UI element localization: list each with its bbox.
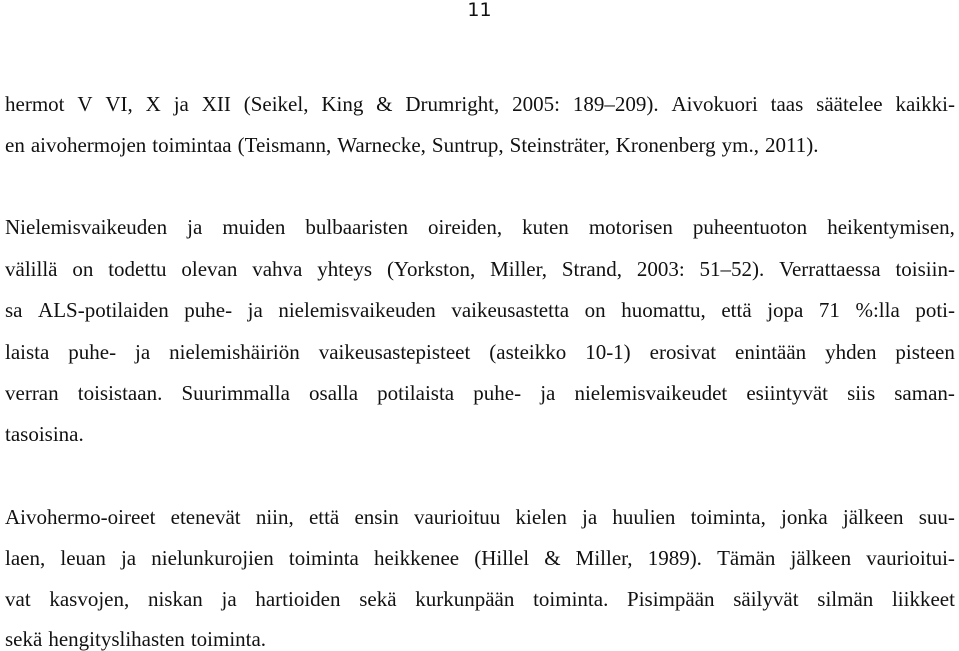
word: laista: [5, 340, 50, 364]
word: aivohermojen: [30, 133, 147, 157]
word: vahva: [252, 257, 303, 281]
text-line: [5, 133, 955, 157]
word: ja: [135, 340, 151, 364]
word: Miller,: [490, 257, 548, 281]
word: toiminta.: [190, 627, 267, 651]
word: yhteys: [317, 257, 373, 281]
word: 10-1): [585, 340, 631, 364]
word: sekä: [359, 587, 397, 611]
word: välillä: [5, 257, 58, 281]
word: V: [77, 92, 93, 116]
word: nielunkurojien: [151, 546, 274, 570]
word: siis: [847, 381, 876, 405]
word: osalla: [309, 381, 359, 405]
word: vaikeusastepisteet: [318, 340, 471, 364]
word: saman-: [894, 381, 955, 405]
word: nielemishäiriön: [169, 340, 300, 364]
word: kurkunpään: [415, 587, 515, 611]
word: Drumright,: [405, 92, 500, 116]
text-line: [5, 257, 955, 281]
word: on: [584, 298, 606, 322]
word: enintään: [735, 340, 807, 364]
word: jälkeen: [790, 546, 852, 570]
word: (Seikel,: [243, 92, 309, 116]
word: Aivokuori: [671, 92, 758, 116]
word: Suurimmalla: [181, 381, 290, 405]
word: (Teismann,: [237, 133, 332, 157]
word: silmän: [817, 587, 874, 611]
word: Warnecke,: [337, 133, 426, 157]
word: yhden: [825, 340, 877, 364]
word: laen,: [5, 546, 46, 570]
word: 2003:: [636, 257, 685, 281]
word: nielemisvaikeuden: [278, 298, 436, 322]
word: motorisen: [588, 215, 673, 239]
word: ja: [247, 298, 263, 322]
word: nielemisvaikeudet: [574, 381, 728, 405]
page-number: 11: [467, 0, 492, 21]
word: olevan: [181, 257, 238, 281]
word: toiminta: [288, 546, 359, 570]
word: (Yorkston,: [386, 257, 476, 281]
word: hartioiden: [255, 587, 341, 611]
word: Tämän: [717, 546, 776, 570]
word: (Hillel: [474, 546, 530, 570]
word: vaurioituu: [413, 505, 501, 529]
word: 2011).: [764, 133, 819, 157]
word: %:lla: [855, 298, 900, 322]
word: heikkenee: [373, 546, 460, 570]
word: 2005:: [512, 92, 560, 116]
word: vaikeusastetta: [451, 298, 570, 322]
word: Verrattaessa: [779, 257, 881, 281]
word: Steinsträter,: [509, 133, 610, 157]
text-line: [5, 381, 955, 405]
word: Suntrup,: [431, 133, 504, 157]
text-line: [5, 92, 955, 116]
word: ensin: [354, 505, 399, 529]
word: toimintaa: [152, 133, 232, 157]
word: todettu: [108, 257, 167, 281]
word: puhe-: [184, 298, 233, 322]
word: hengityslihasten: [48, 627, 185, 651]
word: että: [721, 298, 752, 322]
word: että: [308, 505, 340, 529]
word: verran: [5, 381, 59, 405]
word: suu-: [918, 505, 955, 529]
word: ja: [582, 505, 598, 529]
word: esiintyvät: [746, 381, 829, 405]
word: 189–209).: [572, 92, 659, 116]
word: niskan: [147, 587, 203, 611]
text-line: [5, 298, 955, 322]
word: kuten: [522, 215, 569, 239]
word: ym.,: [721, 133, 759, 157]
word: kasvojen,: [49, 587, 130, 611]
word: 1989).: [647, 546, 702, 570]
text-line: [5, 627, 955, 651]
word: taas: [770, 92, 804, 116]
word: huomattu,: [621, 298, 706, 322]
word: jonka: [781, 505, 828, 529]
word: säätelee: [816, 92, 883, 116]
word: tasoisina.: [5, 422, 84, 446]
word: bulbaaristen: [305, 215, 409, 239]
word: on: [72, 257, 94, 281]
word: puhe-: [473, 381, 522, 405]
text-line: [5, 546, 955, 570]
word: Strand,: [561, 257, 622, 281]
word: XII: [201, 92, 231, 116]
word: ja: [173, 92, 189, 116]
text-line: [5, 215, 955, 239]
word: King: [321, 92, 364, 116]
word: toiminta,: [690, 505, 766, 529]
word: säilyvät: [733, 587, 799, 611]
word: etenevät: [170, 505, 241, 529]
word: heikentymisen,: [827, 215, 955, 239]
word: VI,: [105, 92, 133, 116]
word: kielen: [515, 505, 567, 529]
word: Pisimpään: [627, 587, 715, 611]
word: 71: [818, 298, 840, 322]
word: poti-: [915, 298, 955, 322]
word: ja: [187, 215, 203, 239]
word: huulien: [612, 505, 676, 529]
word: liikkeet: [891, 587, 955, 611]
word: kaikki-: [895, 92, 955, 116]
word: leuan: [60, 546, 106, 570]
word: sa: [5, 298, 23, 322]
word: ja: [540, 381, 556, 405]
word: Miller,: [575, 546, 633, 570]
word: niin,: [255, 505, 294, 529]
word: toisistaan.: [77, 381, 163, 405]
word: pisteen: [895, 340, 955, 364]
word: &: [376, 92, 393, 116]
word: en: [5, 133, 25, 157]
word: puhe-: [68, 340, 117, 364]
word: jopa: [767, 298, 804, 322]
text-line: [5, 340, 955, 364]
word: (asteikko: [489, 340, 567, 364]
word: Kronenberg: [615, 133, 716, 157]
word: toiminta.: [533, 587, 609, 611]
text-line: [5, 422, 955, 446]
word: vat: [5, 587, 31, 611]
word: Nielemisvaikeuden: [5, 215, 168, 239]
word: muiden: [222, 215, 286, 239]
text-line: [5, 505, 955, 529]
word: oireiden,: [428, 215, 503, 239]
word: vaurioitui-: [866, 546, 955, 570]
word: 51–52).: [699, 257, 765, 281]
word: jälkeen: [842, 505, 904, 529]
word: ALS-potilaiden: [38, 298, 169, 322]
word: sekä: [5, 627, 43, 651]
word: Aivohermo-oireet: [5, 505, 156, 529]
word: ja: [120, 546, 137, 570]
word: toisiin-: [895, 257, 955, 281]
word: X: [145, 92, 161, 116]
word: hermot: [5, 92, 65, 116]
word: ja: [221, 587, 237, 611]
word: puheentuoton: [692, 215, 808, 239]
word: &: [544, 546, 561, 570]
word: potilaista: [377, 381, 455, 405]
word: erosivat: [649, 340, 717, 364]
text-line: [5, 587, 955, 611]
